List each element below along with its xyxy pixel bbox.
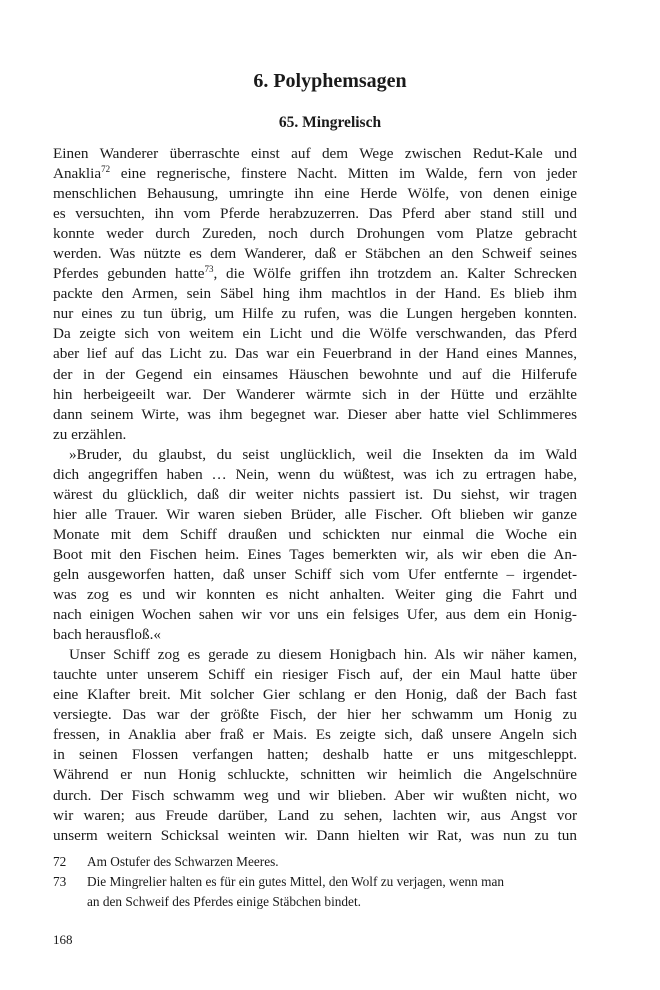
body-text — [53, 144, 577, 846]
footnote-continuation: an den Schweif des Pferdes einige Stäbchen bindet. — [87, 894, 361, 909]
text-line: aber lief auf das Licht zu. Das war ein Feuerbrand in der Hand eines Mannes, — [53, 345, 577, 363]
text-fragment: Anaklia — [53, 165, 102, 183]
text-line — [53, 164, 577, 184]
text-line: der in der Gegend ein einsames Häuschen bewohnte und auf die Hilferufe — [53, 365, 577, 383]
chapter-title: 6. Polyphemsagen — [253, 70, 407, 92]
footnote-ref: 72 — [101, 163, 111, 174]
text-line: Boot mit den Fischen heim. Eines Tages bemerkten wir, als wir eben die An- — [53, 545, 577, 563]
text-line: was zog es und wir konnten es nicht anhalten. Weiter ging die Fahrt und — [53, 586, 577, 604]
text-line: wir waren; aus Freude darüber, Land zu sehen, lachten wir, aus Angst vor — [53, 806, 577, 824]
text-line: werden. Was nützte es dem Wanderer, daß er Stäbchen an den Schweif seines — [53, 245, 577, 263]
text-line: tauchte unter unserem Schiff ein riesiger Fisch auf, der ein Maul hatte über — [53, 666, 577, 684]
footnote — [53, 852, 577, 872]
text-line: es versuchten, ihn vom Pferde herabzuzerren. Das Pferd aber stand still und — [53, 205, 577, 223]
section-title: 65. Mingrelisch — [278, 114, 382, 131]
text-line: hin herbeigeeilt war. Der Wanderer wärmte sich in der Hütte und erzählte — [53, 385, 577, 403]
text-line: eine Klafter breit. Mit solcher Gier schlang er den Honig, daß der Bach fast — [53, 686, 577, 704]
text-line: konnte weder durch Zureden, noch durch Drohungen vom Platze gebracht — [53, 225, 577, 243]
footnote-number: 73 — [53, 874, 67, 889]
text-fragment: , die Wölfe griffen ihn trotzdem an. Kalter Schrecken — [213, 265, 577, 283]
text-line: bach herausfloß.« — [53, 626, 161, 644]
text-line: nur eines zu tun übrig, um Hilfe zu rufen, was die Lungen hergeben konnten. — [53, 305, 577, 323]
text-fragment: Pferdes gebunden hatte — [53, 265, 205, 283]
text-line: packte den Armen, sein Säbel hing ihm machtlos in der Hand. Es blieb ihm — [53, 285, 577, 303]
text-line: »Bruder, du glaubst, du seist unglücklich, weil die Insekten da im Wald — [69, 445, 577, 463]
footnote — [53, 872, 577, 892]
footnote-number: 72 — [53, 854, 67, 869]
text-line: Monate mit dem Schiff draußen und schickten nur einmal die Woche ein — [53, 525, 577, 543]
text-line: wärest du glücklich, daß dir weiter nichts passiert ist. Du siehst, wir tragen — [53, 485, 577, 503]
text-line: nach einigen Wochen sahen wir vor uns ein felsiges Ufer, aus dem ein Honig- — [53, 606, 577, 624]
text-line: Unser Schiff zog es gerade zu diesem Honigbach hin. Als wir näher kamen, — [69, 646, 577, 664]
text-line: zu erzählen. — [53, 425, 127, 443]
text-line: versiegte. Das war der größte Fisch, der hier her schwamm um Honig zu — [53, 706, 577, 724]
text-line: in seinen Flossen verfangen hatten; deshalb hatte er uns mitgeschleppt. — [53, 746, 577, 764]
text-line: Da zeigte sich von weitem ein Licht und die Wölfe verschwanden, das Pferd — [53, 325, 577, 343]
footnote-text: Am Ostufer des Schwarzen Meeres. — [87, 854, 279, 869]
page-number: 168 — [53, 932, 73, 947]
text-line: Während er nun Honig schluckte, schnitten wir heimlich die Angelschnüre — [53, 766, 577, 784]
text-line: fressen, in Anaklia aber fraß er Mais. Es zeigte sich, daß unsere Angeln sich — [53, 726, 577, 744]
text-line: dich angegriffen haben … Nein, wenn du wüßtest, was ich zu ertragen habe, — [53, 465, 577, 483]
text-line — [53, 264, 577, 284]
text-line: Einen Wanderer überraschte einst auf dem Wege zwischen Redut-Kale und — [53, 145, 577, 162]
footnote-text: Die Mingrelier halten es für ein gutes Mittel, den Wolf zu verjagen, wenn man — [87, 874, 505, 889]
footnotes — [53, 852, 577, 912]
footnote-ref: 73 — [204, 264, 214, 275]
text-line: hier alle Trauer. Wir waren sieben Brüder, alle Fischer. Oft blieben wir ganze — [53, 505, 577, 523]
text-line: menschlichen Behausung, umringte ihn eine Herde Wölfe, von denen einige — [53, 185, 577, 203]
text-fragment: eine regnerische, finstere Nacht. Mitten im Walde, fern von jeder — [110, 165, 577, 183]
text-line: dann seinem Wirte, was ihm begegnet war. Dieser aber hatte viel Schlimmeres — [53, 405, 577, 423]
text-line: unserm weitern Schicksal weinten wir. Dann hielten wir Rat, was nun zu tun — [53, 826, 577, 844]
text-line: geln ausgeworfen hatten, daß unser Schiff sich vom Ufer entfernte – irgendet- — [53, 565, 577, 583]
text-line: durch. Der Fisch schwamm weg und wir blieben. Aber wir wußten nicht, wo — [53, 786, 577, 804]
